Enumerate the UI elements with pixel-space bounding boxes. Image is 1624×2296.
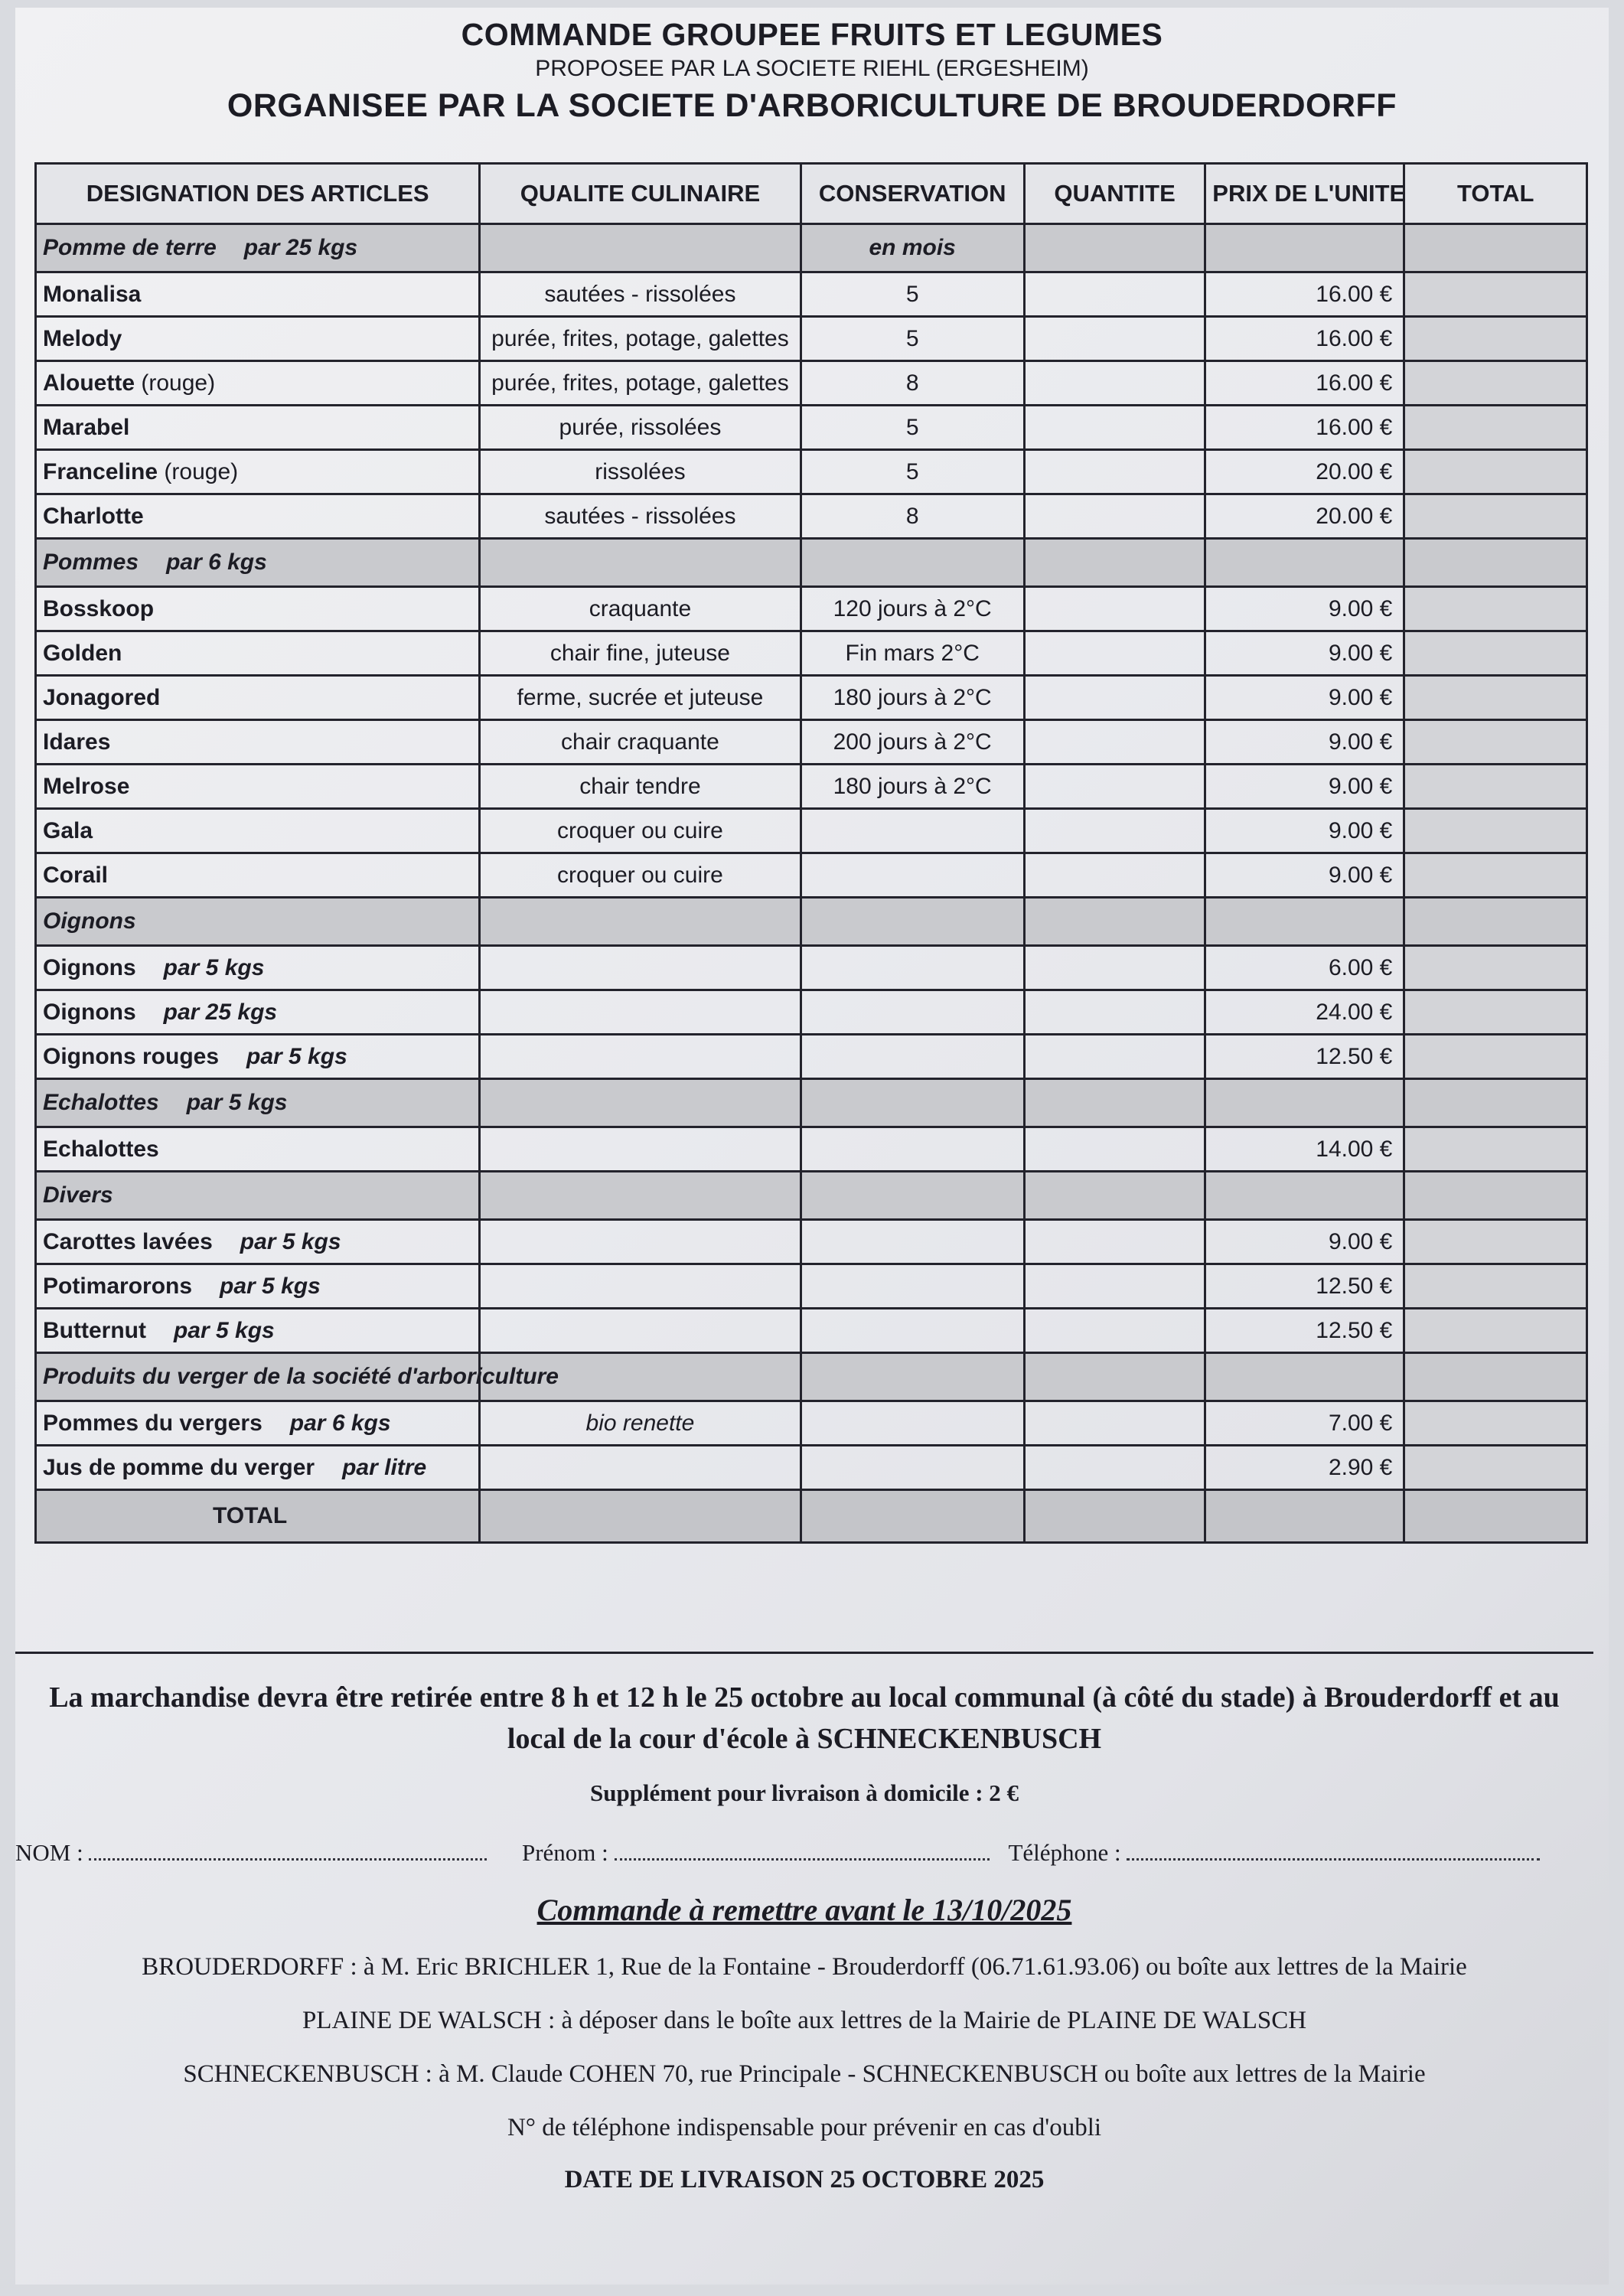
item-conservation xyxy=(801,1035,1024,1079)
item-total-cell[interactable] xyxy=(1404,361,1587,406)
section-empty-cell xyxy=(1404,539,1587,587)
section-empty-cell xyxy=(1404,1353,1587,1401)
item-quantity-cell[interactable] xyxy=(1024,853,1205,898)
item-name-cell xyxy=(36,361,480,406)
section-empty-cell xyxy=(1205,1172,1404,1220)
item-name-cell xyxy=(36,406,480,450)
item-total-cell[interactable] xyxy=(1404,1220,1587,1264)
section-row xyxy=(36,539,1587,587)
table-row xyxy=(36,361,1587,406)
section-title-cell xyxy=(36,898,480,946)
item-conservation: 120 jours à 2°C xyxy=(801,587,1024,631)
item-quantity-cell[interactable] xyxy=(1024,765,1205,809)
item-qualite xyxy=(480,1264,801,1309)
item-name-cell xyxy=(36,946,480,990)
item-qualite: sautées - rissolées xyxy=(480,494,801,539)
table-row xyxy=(36,809,1587,853)
item-total-cell[interactable] xyxy=(1404,1446,1587,1490)
telephone-label: Téléphone : xyxy=(1008,1839,1127,1866)
item-price: 20.00 € xyxy=(1205,494,1404,539)
item-name: Jonagored xyxy=(43,684,161,710)
item-name: Carottes lavées xyxy=(43,1228,213,1254)
nom-label: NOM : xyxy=(15,1839,90,1866)
section-empty-cell xyxy=(1024,898,1205,946)
table-row xyxy=(36,990,1587,1035)
item-conservation xyxy=(801,946,1024,990)
item-price: 9.00 € xyxy=(1205,765,1404,809)
total-cell-empty xyxy=(1205,1490,1404,1543)
section-empty-cell xyxy=(480,898,801,946)
delivery-supplement: Supplément pour livraison à domicile : 2 € xyxy=(589,1779,1019,1806)
item-name-cell xyxy=(36,272,480,317)
item-qualite: chair craquante xyxy=(480,720,801,765)
item-name-cell xyxy=(36,1220,480,1264)
item-qualite: croquer ou cuire xyxy=(480,809,801,853)
item-qualite: purée, rissolées xyxy=(480,406,801,450)
item-total-cell[interactable] xyxy=(1404,1035,1587,1079)
item-total-cell[interactable] xyxy=(1404,406,1587,450)
item-price: 7.00 € xyxy=(1205,1401,1404,1446)
delivery-date: DATE DE LIVRAISON 25 OCTOBRE 2025 xyxy=(564,2166,1045,2193)
section-conservation-note: en mois xyxy=(801,224,1024,272)
item-unit: par 5 kgs xyxy=(163,954,265,980)
item-quantity-cell[interactable] xyxy=(1024,1446,1205,1490)
item-note: (rouge) xyxy=(164,458,239,484)
item-price: 24.00 € xyxy=(1205,990,1404,1035)
item-price: 9.00 € xyxy=(1205,809,1404,853)
section-unit: par 25 kgs xyxy=(243,235,358,260)
section-empty-cell xyxy=(1024,539,1205,587)
item-total-cell[interactable] xyxy=(1404,587,1587,631)
item-qualite: purée, frites, potage, galettes xyxy=(480,361,801,406)
order-table xyxy=(34,162,1588,1544)
item-unit: par 25 kgs xyxy=(163,999,278,1025)
section-empty-cell xyxy=(480,1172,801,1220)
item-quantity-cell[interactable] xyxy=(1024,676,1205,720)
item-price: 12.50 € xyxy=(1205,1309,1404,1353)
item-conservation: 5 xyxy=(801,317,1024,361)
item-price: 6.00 € xyxy=(1205,946,1404,990)
table-row xyxy=(36,1446,1587,1490)
column-header-conservation: CONSERVATION xyxy=(801,164,1024,224)
grand-total-cell[interactable] xyxy=(1404,1490,1587,1543)
item-qualite: rissolées xyxy=(480,450,801,494)
section-empty-cell xyxy=(1404,224,1587,272)
section-title: Echalottes xyxy=(43,1090,159,1115)
item-name: Melody xyxy=(43,325,122,351)
item-total-cell[interactable] xyxy=(1404,1309,1587,1353)
item-name: Melrose xyxy=(43,773,130,799)
item-name-cell xyxy=(36,631,480,676)
item-name: Oignons rouges xyxy=(43,1043,220,1069)
item-price: 9.00 € xyxy=(1205,1220,1404,1264)
item-conservation: 5 xyxy=(801,450,1024,494)
schneckenbusch-dropoff: SCHNECKENBUSCH : à M. Claude COHEN 70, rue Principale - SCHNECKENBUSCH ou boîte aux lettres de la Mairie xyxy=(183,2060,1426,2088)
item-total-cell[interactable] xyxy=(1404,720,1587,765)
section-conservation-note xyxy=(801,539,1024,587)
section-row xyxy=(36,1172,1587,1220)
section-title-cell xyxy=(36,1353,559,1401)
item-name: Charlotte xyxy=(43,503,144,529)
item-name: Golden xyxy=(43,640,122,666)
item-price: 12.50 € xyxy=(1205,1264,1404,1309)
section-unit: par 6 kgs xyxy=(166,550,267,575)
total-row xyxy=(36,1490,1587,1543)
item-name-cell xyxy=(36,494,480,539)
item-name-cell xyxy=(36,317,480,361)
table-row xyxy=(36,1220,1587,1264)
item-name-cell xyxy=(36,587,480,631)
table-row xyxy=(36,272,1587,317)
item-conservation: 200 jours à 2°C xyxy=(801,720,1024,765)
table-row xyxy=(36,450,1587,494)
item-total-cell[interactable] xyxy=(1404,494,1587,539)
table-row xyxy=(36,1035,1587,1079)
section-conservation-note xyxy=(801,898,1024,946)
phone-note: N° de téléphone indispensable pour prévenir en cas d'oubli xyxy=(507,2114,1102,2141)
item-quantity-cell[interactable] xyxy=(1024,1035,1205,1079)
item-qualite xyxy=(480,946,801,990)
item-unit: par 5 kgs xyxy=(220,1273,321,1299)
item-total-cell[interactable] xyxy=(1404,809,1587,853)
table-header-row xyxy=(36,164,1587,224)
item-name: Monalisa xyxy=(43,281,142,307)
plaine-dropoff: PLAINE DE WALSCH : à déposer dans le boîte aux lettres de la Mairie de PLAINE DE WALSCH xyxy=(302,2007,1307,2034)
table-row xyxy=(36,853,1587,898)
section-empty-cell xyxy=(1205,1079,1404,1127)
item-conservation: 8 xyxy=(801,361,1024,406)
item-name: Jus de pomme du verger xyxy=(43,1454,315,1480)
item-quantity-cell[interactable] xyxy=(1024,946,1205,990)
section-title-cell xyxy=(36,539,480,587)
item-quantity-cell[interactable] xyxy=(1024,1309,1205,1353)
total-quantity-cell[interactable] xyxy=(1024,1490,1205,1543)
item-name: Franceline xyxy=(43,458,158,484)
column-header-qualite: QUALITE CULINAIRE xyxy=(480,164,801,224)
section-empty-cell xyxy=(1404,1079,1587,1127)
pickup-instructions: La marchandise devra être retirée entre 8 h et 12 h le 25 octobre au local communal (à côté du stade) à Brouderdorff et au local de la cour d'école à SCHNECKENBUSCH xyxy=(49,1681,1560,1755)
prenom-field[interactable] xyxy=(615,1838,990,1861)
column-header-prix: PRIX DE L'UNITE xyxy=(1205,164,1404,224)
section-conservation-note xyxy=(801,1079,1024,1127)
item-qualite xyxy=(480,1127,801,1172)
item-name-cell xyxy=(36,1035,480,1079)
item-name: Echalottes xyxy=(43,1136,159,1162)
item-name: Corail xyxy=(43,862,109,888)
item-quantity-cell[interactable] xyxy=(1024,450,1205,494)
item-conservation xyxy=(801,990,1024,1035)
item-qualite xyxy=(480,990,801,1035)
item-quantity-cell[interactable] xyxy=(1024,990,1205,1035)
section-unit: par 5 kgs xyxy=(186,1090,288,1115)
section-conservation-note xyxy=(801,1172,1024,1220)
section-title: Produits du verger de la société d'arboriculture xyxy=(43,1364,559,1389)
item-name: Oignons xyxy=(43,954,136,980)
item-conservation: 180 jours à 2°C xyxy=(801,765,1024,809)
section-empty-cell xyxy=(1205,539,1404,587)
item-total-cell[interactable] xyxy=(1404,272,1587,317)
item-name-cell xyxy=(36,676,480,720)
section-title: Divers xyxy=(43,1182,113,1208)
item-name-cell xyxy=(36,809,480,853)
item-name: Pommes du vergers xyxy=(43,1410,263,1436)
section-empty-cell xyxy=(1205,1353,1404,1401)
section-title-cell xyxy=(36,1172,480,1220)
item-total-cell[interactable] xyxy=(1404,1127,1587,1172)
item-note: (rouge) xyxy=(141,370,216,396)
item-qualite: croquer ou cuire xyxy=(480,853,801,898)
form-title: COMMANDE GROUPEE FRUITS ET LEGUMES xyxy=(461,17,1163,52)
section-title-cell xyxy=(36,1079,480,1127)
item-qualite xyxy=(480,1220,801,1264)
item-price: 2.90 € xyxy=(1205,1446,1404,1490)
section-empty-cell xyxy=(1024,1172,1205,1220)
item-unit: par 5 kgs xyxy=(246,1043,347,1069)
section-empty-cell xyxy=(1024,1353,1205,1401)
item-price: 12.50 € xyxy=(1205,1035,1404,1079)
table-row xyxy=(36,1309,1587,1353)
item-name-cell xyxy=(36,990,480,1035)
item-total-cell[interactable] xyxy=(1404,853,1587,898)
table-row xyxy=(36,1127,1587,1172)
item-total-cell[interactable] xyxy=(1404,1401,1587,1446)
item-quantity-cell[interactable] xyxy=(1024,1220,1205,1264)
table-row xyxy=(36,765,1587,809)
section-empty-cell xyxy=(1404,1172,1587,1220)
item-quantity-cell[interactable] xyxy=(1024,1401,1205,1446)
item-conservation xyxy=(801,1401,1024,1446)
contact-fields xyxy=(15,1836,1593,1870)
item-name-cell xyxy=(36,1264,480,1309)
section-title: Pomme de terre xyxy=(43,235,217,260)
section-empty-cell xyxy=(480,224,801,272)
form-organizer: ORGANISEE PAR LA SOCIETE D'ARBORICULTURE DE BROUDERDORFF xyxy=(227,87,1397,124)
column-header-designation: DESIGNATION DES ARTICLES xyxy=(36,164,480,224)
total-cell-empty xyxy=(801,1490,1024,1543)
item-unit: par 5 kgs xyxy=(173,1317,275,1343)
column-header-total: TOTAL xyxy=(1404,164,1587,224)
item-total-cell[interactable] xyxy=(1404,631,1587,676)
item-unit: par 5 kgs xyxy=(240,1228,341,1254)
item-name-cell xyxy=(36,450,480,494)
item-name-cell xyxy=(36,1127,480,1172)
item-quantity-cell[interactable] xyxy=(1024,587,1205,631)
total-cell-empty xyxy=(480,1490,801,1543)
table-row xyxy=(36,587,1587,631)
section-empty-cell xyxy=(1404,898,1587,946)
item-conservation xyxy=(801,853,1024,898)
item-conservation: 5 xyxy=(801,406,1024,450)
item-price: 9.00 € xyxy=(1205,676,1404,720)
item-conservation xyxy=(801,1127,1024,1172)
item-name: Potimarorons xyxy=(43,1273,193,1299)
item-price: 14.00 € xyxy=(1205,1127,1404,1172)
table-row xyxy=(36,676,1587,720)
table-row xyxy=(36,1401,1587,1446)
item-quantity-cell[interactable] xyxy=(1024,1127,1205,1172)
item-price: 16.00 € xyxy=(1205,361,1404,406)
table-row xyxy=(36,946,1587,990)
total-label: TOTAL xyxy=(36,1490,480,1543)
item-name-cell xyxy=(36,853,480,898)
item-conservation xyxy=(801,1446,1024,1490)
item-total-cell[interactable] xyxy=(1404,765,1587,809)
item-conservation: 180 jours à 2°C xyxy=(801,676,1024,720)
item-name-cell xyxy=(36,720,480,765)
order-deadline: Commande à remettre avant le 13/10/2025 xyxy=(536,1893,1072,1927)
item-total-cell[interactable] xyxy=(1404,946,1587,990)
item-price: 9.00 € xyxy=(1205,720,1404,765)
section-empty-cell xyxy=(1024,224,1205,272)
section-row xyxy=(36,898,1587,946)
item-qualite: purée, frites, potage, galettes xyxy=(480,317,801,361)
section-empty-cell xyxy=(1205,898,1404,946)
item-price: 16.00 € xyxy=(1205,272,1404,317)
prenom-label: Prénom : xyxy=(521,1839,615,1866)
form-subtitle: PROPOSEE PAR LA SOCIETE RIEHL (ERGESHEIM) xyxy=(535,56,1089,81)
item-name-cell xyxy=(36,1446,480,1490)
item-quantity-cell[interactable] xyxy=(1024,494,1205,539)
item-quantity-cell[interactable] xyxy=(1024,720,1205,765)
form-header xyxy=(15,15,1609,127)
section-row xyxy=(36,1079,1587,1127)
section-title: Oignons xyxy=(43,908,136,934)
item-qualite xyxy=(480,1035,801,1079)
table-row xyxy=(36,406,1587,450)
item-quantity-cell[interactable] xyxy=(1024,272,1205,317)
item-total-cell[interactable] xyxy=(1404,676,1587,720)
item-conservation xyxy=(801,1264,1024,1309)
item-name: Butternut xyxy=(43,1317,146,1343)
item-quantity-cell[interactable] xyxy=(1024,631,1205,676)
section-title-cell xyxy=(36,224,480,272)
form-footer xyxy=(15,1652,1593,2197)
item-total-cell[interactable] xyxy=(1404,450,1587,494)
section-empty-cell xyxy=(1205,224,1404,272)
item-price: 9.00 € xyxy=(1205,631,1404,676)
item-qualite: chair fine, juteuse xyxy=(480,631,801,676)
item-quantity-cell[interactable] xyxy=(1024,1264,1205,1309)
section-row xyxy=(36,1353,1587,1401)
item-qualite xyxy=(480,1446,801,1490)
item-conservation: 5 xyxy=(801,272,1024,317)
section-title: Pommes xyxy=(43,550,139,575)
nom-field[interactable] xyxy=(89,1838,487,1861)
table-row xyxy=(36,631,1587,676)
item-quantity-cell[interactable] xyxy=(1024,406,1205,450)
item-qualite: ferme, sucrée et juteuse xyxy=(480,676,801,720)
section-conservation-note xyxy=(801,1353,1024,1401)
item-name-cell xyxy=(36,765,480,809)
section-empty-cell xyxy=(480,539,801,587)
item-price: 9.00 € xyxy=(1205,853,1404,898)
item-price: 20.00 € xyxy=(1205,450,1404,494)
item-qualite: bio renette xyxy=(480,1401,801,1446)
item-price: 16.00 € xyxy=(1205,406,1404,450)
item-total-cell[interactable] xyxy=(1404,1264,1587,1309)
item-price: 16.00 € xyxy=(1205,317,1404,361)
section-empty-cell xyxy=(480,1079,801,1127)
item-conservation: Fin mars 2°C xyxy=(801,631,1024,676)
table-row xyxy=(36,1264,1587,1309)
item-quantity-cell[interactable] xyxy=(1024,317,1205,361)
telephone-field[interactable] xyxy=(1127,1838,1540,1861)
item-name: Idares xyxy=(43,729,111,755)
item-unit: par litre xyxy=(342,1454,427,1480)
item-name: Alouette xyxy=(43,370,135,396)
item-conservation xyxy=(801,1309,1024,1353)
item-total-cell[interactable] xyxy=(1404,990,1587,1035)
column-header-quantite: QUANTITE xyxy=(1024,164,1205,224)
order-table-body xyxy=(36,224,1587,1490)
section-empty-cell xyxy=(1024,1079,1205,1127)
item-name: Oignons xyxy=(43,999,136,1025)
item-unit: par 6 kgs xyxy=(289,1410,391,1436)
item-name: Bosskoop xyxy=(43,595,155,621)
table-row xyxy=(36,494,1587,539)
item-total-cell[interactable] xyxy=(1404,317,1587,361)
brouderdorff-dropoff: BROUDERDORFF : à M. Eric BRICHLER 1, Rue de la Fontaine - Brouderdorff (06.71.61.93.06) ou boîte aux lettres de la Mairie xyxy=(142,1953,1467,1981)
section-row xyxy=(36,224,1587,272)
item-name-cell xyxy=(36,1401,480,1446)
item-conservation xyxy=(801,809,1024,853)
item-name: Gala xyxy=(43,817,93,843)
item-conservation: 8 xyxy=(801,494,1024,539)
item-qualite: sautées - rissolées xyxy=(480,272,801,317)
item-conservation xyxy=(801,1220,1024,1264)
item-name: Marabel xyxy=(43,414,130,440)
item-quantity-cell[interactable] xyxy=(1024,809,1205,853)
table-row xyxy=(36,720,1587,765)
item-name-cell xyxy=(36,1309,480,1353)
item-qualite: chair tendre xyxy=(480,765,801,809)
item-quantity-cell[interactable] xyxy=(1024,361,1205,406)
table-row xyxy=(36,317,1587,361)
item-qualite: craquante xyxy=(480,587,801,631)
item-qualite xyxy=(480,1309,801,1353)
item-price: 9.00 € xyxy=(1205,587,1404,631)
